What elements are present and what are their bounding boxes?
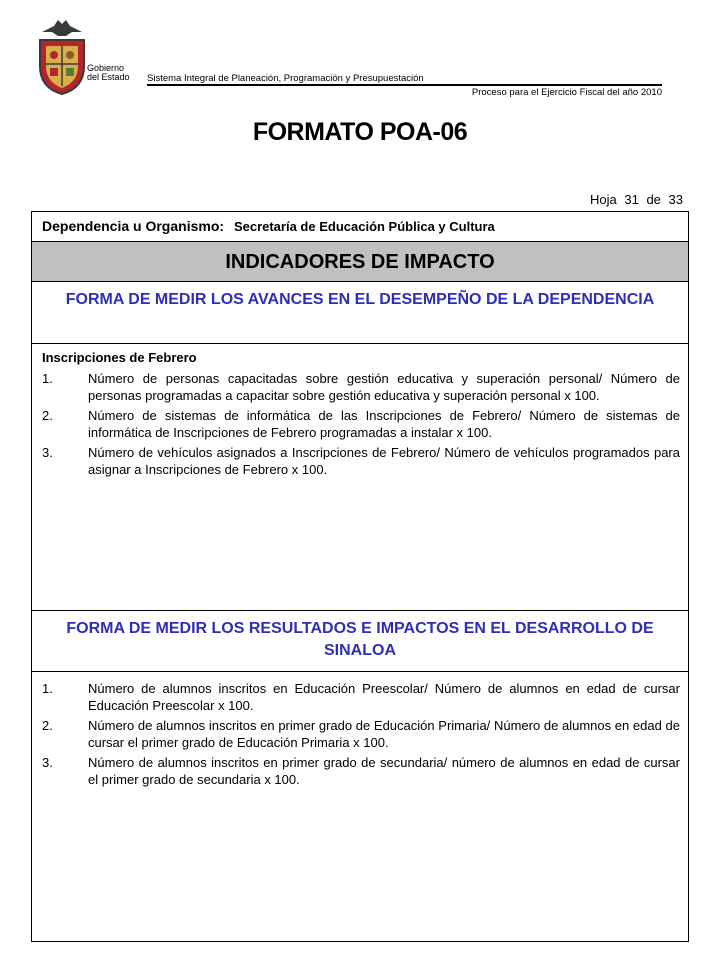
system-subtitle: Sistema Integral de Planeación, Programación y Presupuestación bbox=[147, 73, 424, 84]
item-text: Número de alumnos inscritos en primer grado de secundaria/ número de alumnos en edad de cursar el primer grado de secundaria x 100. bbox=[88, 755, 680, 787]
sheet-current: 31 bbox=[624, 192, 639, 207]
header-divider bbox=[147, 84, 662, 86]
government-label bbox=[87, 64, 130, 82]
item-number: 1. bbox=[42, 371, 53, 386]
gov-line1: Gobierno bbox=[87, 63, 125, 73]
list-item bbox=[42, 444, 680, 478]
item-text: Número de alumnos inscritos en Educación Preescolar/ Número de alumnos en edad de cursar Educación Preescolar x 100. bbox=[88, 681, 680, 713]
list-item bbox=[42, 407, 680, 441]
form-frame bbox=[31, 211, 689, 942]
dependency-row bbox=[32, 212, 688, 242]
performance-content bbox=[32, 349, 688, 481]
item-number: 1. bbox=[42, 681, 53, 696]
results-heading: FORMA DE MEDIR LOS RESULTADOS E IMPACTOS EN EL DESARROLLO DE SINALOA bbox=[32, 610, 688, 672]
sheet-label: Hoja bbox=[589, 192, 617, 207]
sheet-of: de bbox=[646, 192, 661, 207]
gov-line2: del Estado bbox=[87, 72, 130, 82]
fiscal-process-label: Proceso para el Ejercicio Fiscal del año 2010 bbox=[471, 87, 662, 98]
item-text: Número de vehículos asignados a Inscripciones de Febrero/ Número de vehículos programados para asignar a Inscripciones de Febrero x 100. bbox=[88, 445, 680, 477]
list-item bbox=[42, 717, 680, 751]
item-text: Número de sistemas de informática de las Inscripciones de Febrero/ Número de sistemas de informática de Inscripciones de Febrero programadas a instalar x 100. bbox=[88, 408, 680, 440]
list-item bbox=[42, 680, 680, 714]
list-item bbox=[42, 370, 680, 404]
item-number: 2. bbox=[42, 718, 53, 733]
dependency-label: Dependencia u Organismo: bbox=[42, 218, 225, 234]
sheet-total: 33 bbox=[668, 192, 683, 207]
dependency-value: Secretaría de Educación Pública y Cultura bbox=[233, 219, 495, 234]
performance-heading: FORMA DE MEDIR LOS AVANCES EN EL DESEMPEÑO DE LA DEPENDENCIA bbox=[32, 282, 688, 344]
item-text: Número de alumnos inscritos en primer grado de Educación Primaria/ Número de alumnos en edad de cursar el primer grado de Educación Primaria x 100. bbox=[88, 718, 680, 750]
state-coat-of-arms-icon bbox=[36, 18, 88, 96]
list-item bbox=[42, 754, 680, 788]
item-text: Número de personas capacitadas sobre gestión educativa y superación personal/ Número de personas programadas a capacitar sobre gestión educativa y superación personal x 100. bbox=[88, 371, 680, 403]
results-content bbox=[32, 680, 688, 791]
performance-subheading: Inscripciones de Febrero bbox=[42, 350, 197, 365]
item-number: 3. bbox=[42, 445, 53, 460]
page-title: FORMATO POA-06 bbox=[252, 118, 468, 146]
item-number: 3. bbox=[42, 755, 53, 770]
section-title: INDICADORES DE IMPACTO bbox=[32, 242, 688, 282]
item-number: 2. bbox=[42, 408, 53, 423]
sheet-indicator bbox=[590, 192, 683, 207]
